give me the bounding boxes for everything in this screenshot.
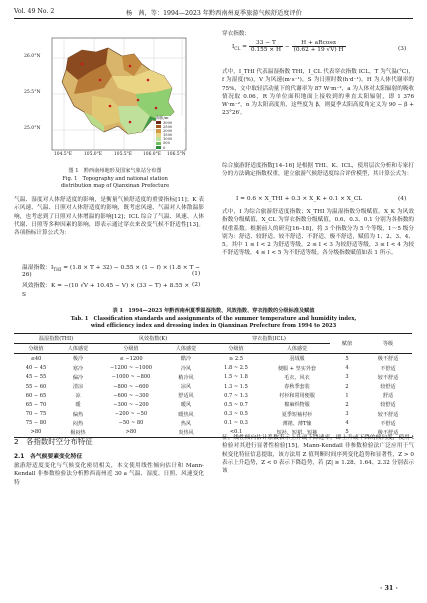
header-icl: 穿衣指数(ICL): [208, 334, 330, 344]
table-cell: ≤ −1200: [119, 355, 143, 362]
section-right-paragraph: 征。线性倾向估计系数表示上升或下降速率，即上升或下降的倾向度，使用 t 检验对其进行显著性检验[15]。Mann-Kendall 非参数检验法广泛应用于气候变化特征信息提取，该方法用 Z 值判断时间序列变化趋势和显著性，Z > 0 表示上升趋势，Z < 0 表示下降趋势，若 |Z| ≥ 1.28、1.64、2.32 分别表示该: [222, 435, 414, 475]
table-cell: 3: [345, 374, 349, 381]
table-cell: 炎热风: [164, 428, 208, 438]
legend-label: 1000: [163, 137, 173, 142]
right-paragraph-2: 综合旅游舒适度指数[14–16] 是根据 THI、K、ICL，使用层次分析和专家打分的方法确定指数权重，建立旅游气候舒适度综合评价模型，其计算公式为：: [222, 163, 414, 178]
header-value: 赋值: [330, 334, 364, 354]
table-cell: −800 ~ −600: [113, 383, 149, 390]
table-cell: 4: [345, 365, 349, 372]
table-cell: 热风: [180, 420, 192, 427]
legend-swatch: [156, 125, 161, 129]
table-cell: 40 − 45: [25, 365, 47, 372]
elevation-legend: [156, 116, 184, 150]
icl-lhs: I: [232, 44, 235, 50]
table-cell: 0.1 ~ 0.3: [224, 420, 248, 427]
table-cell: 不舒适: [380, 420, 396, 427]
table-cell: 冷风: [180, 365, 192, 372]
table-cell: 寒冷: [72, 365, 84, 372]
table-cell: >80: [14, 428, 58, 438]
table-cell: 偏热: [72, 411, 84, 418]
table-cell: 酷冷: [180, 356, 192, 363]
frac1-numerator: 33 − T: [249, 40, 283, 47]
table-cell: 暖热风: [178, 411, 194, 418]
table-cell: 夏季短袖衬衫: [281, 411, 313, 418]
equation-number-4: (4): [398, 196, 407, 202]
x-tick: 104.5°E: [54, 152, 72, 157]
figure-caption-en-1: Fig. 1 Topography and national station: [62, 176, 168, 182]
legend-swatch: [156, 146, 161, 150]
table-row: [14, 419, 412, 428]
table-cell: 1.5 ~ 1.8: [224, 374, 248, 381]
table-cell: 5: [330, 428, 364, 438]
table-cell: −50 ~ 80: [118, 420, 144, 427]
section-left-paragraph: 旅游舒适度变化与气候变化密切相关，本文使用线性倾向估计和 Mann-Kendall 非参数检验法分析黔西南州近 30 a 气温、湿度、日照、风速变化特: [14, 463, 204, 486]
table-cell: 较舒适: [380, 384, 396, 391]
topography-map: [24, 36, 188, 162]
frac1-denominator: 0.155 × H: [250, 47, 282, 53]
table-cell: 65 − 70: [25, 401, 47, 408]
table-cell: 较不舒适: [377, 411, 399, 418]
table-cell: −600 ~ −300: [113, 392, 149, 399]
frac2-numerator: H + aRcosα: [292, 40, 346, 47]
table-cell: >80: [98, 428, 164, 438]
subheader: 人体感觉: [164, 344, 208, 354]
table-cell: ≤40: [30, 355, 42, 362]
subheader: 分级值: [208, 344, 264, 354]
classification-table: [14, 333, 412, 438]
table-cell: 极不舒适: [364, 428, 412, 438]
table-cell: 舒适风: [178, 393, 194, 400]
frac2-denominator: (0.62 + 19 √V) H: [293, 47, 344, 53]
table-cell: 短衫、短裙、短裤: [264, 428, 330, 438]
icl-label: 穿衣指数：: [222, 31, 250, 37]
subsection-heading: 2.1 各气候要素变化特征: [14, 454, 83, 460]
table-caption-en-2: wind efficiency index and dressing index in Qianxinan Prefecture from 1994 to 2023: [90, 323, 337, 329]
table-row: [14, 391, 412, 400]
legend-label: 2500: [163, 124, 173, 129]
x-tick: 106.0°E: [143, 152, 161, 157]
figure-caption-cn: 图 1 黔西南州地形及国家气象站分布图: [68, 168, 162, 174]
x-tick: 105.5°E: [114, 152, 132, 157]
y-tick: 25.0°N: [24, 126, 41, 131]
table-cell: 春秋季套装: [284, 384, 310, 391]
table-row: [14, 373, 412, 382]
table-row: [14, 410, 412, 419]
table-cell: 60 − 65: [25, 392, 47, 399]
equation-k: 风效指数：K = −(10 √V + 10.45 − V) × (33 − T) + 8.55 × S: [22, 283, 190, 298]
legend-label: 3000: [163, 120, 173, 125]
table-cell: 0.5 ~ 0.7: [224, 401, 248, 408]
header-k: 风效指数(K): [98, 334, 208, 344]
legend-swatch: [156, 137, 161, 141]
right-paragraph-3: 式中，I 为综合旅游舒适度指数；X_THI 为温湿指数分级赋值，X_K 为风效指数分级赋值，X_CL 为穿衣指数分级赋值，0.6、0.3、0.1 分别为各指数的权重系数。根据前人的研究[16–18]，将 3 个指数分为 5 个等级，1～5 级分别为：舒适、较舒适、较不舒适、不舒适、极不舒适，赋值为 1、2、3、4、5。其中 1 ≤ I < 2 为舒适等级，2 ≤ I < 3 为较舒适等级，3 ≤ I < 4 为较不舒适等级，4 ≤ I < 5 为不舒适等级。各分级指数赋值如表 1 所示。: [222, 209, 414, 257]
subheader: 人体感觉: [58, 344, 98, 354]
legend-swatch: [156, 142, 161, 146]
table-cell: 2: [345, 383, 349, 390]
volume-label: Vol. 49 No. 2: [14, 8, 55, 15]
subheader: 人体感觉: [264, 344, 330, 354]
table-cell: 薄裙、薄T恤: [282, 420, 312, 427]
table-cell: 0.7 ~ 1.3: [224, 392, 248, 399]
table-cell: 凉风: [180, 384, 192, 391]
figure-caption-en-2: distribution map of Qianxinan Prefecture: [60, 183, 170, 189]
table-cell: −200 ~ −50: [114, 411, 148, 418]
legend-title: 海拔/m: [156, 115, 169, 120]
table-cell: 清凉: [72, 384, 84, 391]
equation-number-2: (2): [192, 282, 201, 288]
table-cell: 稍冷风: [178, 374, 194, 381]
table-cell: 4: [345, 420, 349, 427]
header-rule: [14, 18, 413, 19]
table-cell: 55 − 60: [25, 383, 47, 390]
table-cell: −1000 ~ −800: [111, 374, 151, 381]
table-cell: 75 − 80: [25, 420, 47, 427]
table-cell: 棉麻织物服: [284, 402, 310, 409]
table-row: [14, 382, 412, 391]
table-cell: 羽绒服: [289, 356, 305, 363]
header-grade: 等级: [364, 334, 412, 354]
table-cell: 较不舒适: [377, 374, 399, 381]
table-cell: 极不舒适: [377, 356, 399, 363]
header-thi: 温湿指数(THI): [14, 334, 98, 344]
subheader: 分级值: [98, 344, 164, 354]
table-cell: 较舒适: [380, 402, 396, 409]
table-cell: 45 − 55: [25, 374, 47, 381]
table-cell: 1.8 ~ 2.5: [224, 365, 248, 372]
table-cell: 0.3 ~ 0.5: [224, 411, 248, 418]
table-cell: <0.1: [208, 428, 264, 438]
x-tick: 106.5°N: [167, 152, 186, 157]
table-cell: 舒适: [382, 393, 394, 400]
table-cell: 70 − 75: [25, 411, 47, 418]
table-cell: −300 ~ −200: [113, 401, 149, 408]
table-row: [14, 400, 412, 409]
table-cell: ≥ 2.5: [229, 355, 243, 362]
x-tick: 105.0°E: [84, 152, 102, 157]
eq1-rhs: = (1.8 × T + 32) − 0.55 × (1 − f) × (1.8 × T − 26): [22, 265, 201, 279]
table-cell: 凉: [75, 393, 81, 400]
page-number: · 31 ·: [380, 584, 398, 592]
table-cell: 1.3 ~ 1.5: [224, 383, 248, 390]
table-cell: 暖风: [180, 402, 192, 409]
legend-swatch: [156, 133, 161, 137]
legend-label: 0: [163, 145, 166, 150]
table-cell: 3: [345, 411, 349, 418]
table-row: [14, 354, 412, 364]
table-cell: 衬衫和常用便服: [279, 393, 315, 400]
icl-subscript: CL: [234, 46, 241, 52]
running-title: 杨 茜，等：1994—2023 年黔西南州夏季旅游气候舒适度评价: [126, 10, 302, 17]
table-cell: 1: [345, 392, 349, 399]
table-caption-en-1: Tab. 1 Classification standards and assignments of the summer temperature and humidity index,: [70, 316, 357, 322]
equation-thi: [22, 262, 206, 278]
table-cell: 极冷: [72, 356, 84, 363]
fraction-2: [292, 40, 346, 53]
table-cell: 暖: [75, 402, 81, 409]
y-tick: 25.5°N: [24, 90, 41, 95]
eq1-lhs: 温湿指数：I: [22, 265, 54, 271]
eq1-subscript: THI: [53, 267, 62, 273]
table-cell: −1200 ~ −1000: [110, 365, 152, 372]
equation-comprehensive: I = 0.6 × X_THI + 0.3 × X_K + 0.1 × X_CL: [236, 196, 363, 202]
legend-swatch: [156, 129, 161, 133]
legend-label: 500: [163, 141, 170, 146]
legend-label: 2000: [163, 128, 173, 133]
y-tick: 26.0°N: [24, 54, 41, 59]
table-row: [14, 364, 412, 373]
fraction-1: [249, 40, 283, 53]
legend-label: 1500: [163, 133, 173, 138]
table-cell: 毛衣、风衣: [284, 374, 310, 381]
equation-number-1: (1): [192, 271, 201, 277]
table-cell: 闷热: [72, 420, 84, 427]
table-caption-cn: 表 1 1994—2023 年黔西南州夏季温湿指数、风效指数、穿衣指数的分级标准及赋值: [112, 308, 315, 314]
equation-number-3: (3): [398, 46, 407, 52]
table-cell: 不舒适: [380, 365, 396, 372]
right-paragraph-1: 式中，I_THI 代表温湿指数 THI，I_CL 代表穿衣指数 ICL，T 为气温(°C)，f 为湿度(%)，V 为风速(m·s⁻¹)，S 为日照时数(h·d⁻¹)，H 为人体代谢率的 75%，文中取轻活动量下的代谢率为 87 W·m⁻²，a 为人体对太阳辐射的吸收情况取 0.06，R 为单位面积地面上接收到的垂直太阳辐射，即 1 376 W·m⁻²，α 为太阳高度角，这些度为 β，则夏季太阳高度角定义为 90 − β + 23°26′。: [222, 69, 414, 117]
left-paragraph: 气温、湿度对人体舒适度的影响，是衡量气候舒适度的重要指标[11]；K 表示风速、气温、日照对人体舒适度的影响，既考虑风速、气温对人体散温影响，也考虑到了日照对人体增温的影响[12]；ICL 综合了气温、风速、人体代谢、日照等多种因素的影响，即表示通过穿衣来改变气候不舒适性[13]。各项指标计算公式为：: [14, 197, 204, 237]
section-heading: 2 各指数时空分布特征: [14, 437, 93, 446]
table-cell: 便服 + 坚实外套: [277, 365, 317, 372]
legend-entry: [156, 146, 184, 150]
legend-swatch: [156, 121, 161, 125]
subheader: 分级值: [14, 344, 58, 354]
table-cell: 偏冷: [72, 374, 84, 381]
table-cell: 极闷热: [58, 428, 98, 438]
table-cell: 5: [345, 355, 349, 362]
table-cell: 2: [345, 401, 349, 408]
equation-icl: $I_{CL}$ = $\frac{33 - T}{0.155 \times H}$ − $\frac{H + aRcos\alpha}{(0.62 + 19 √V) H}$: [232, 40, 344, 53]
